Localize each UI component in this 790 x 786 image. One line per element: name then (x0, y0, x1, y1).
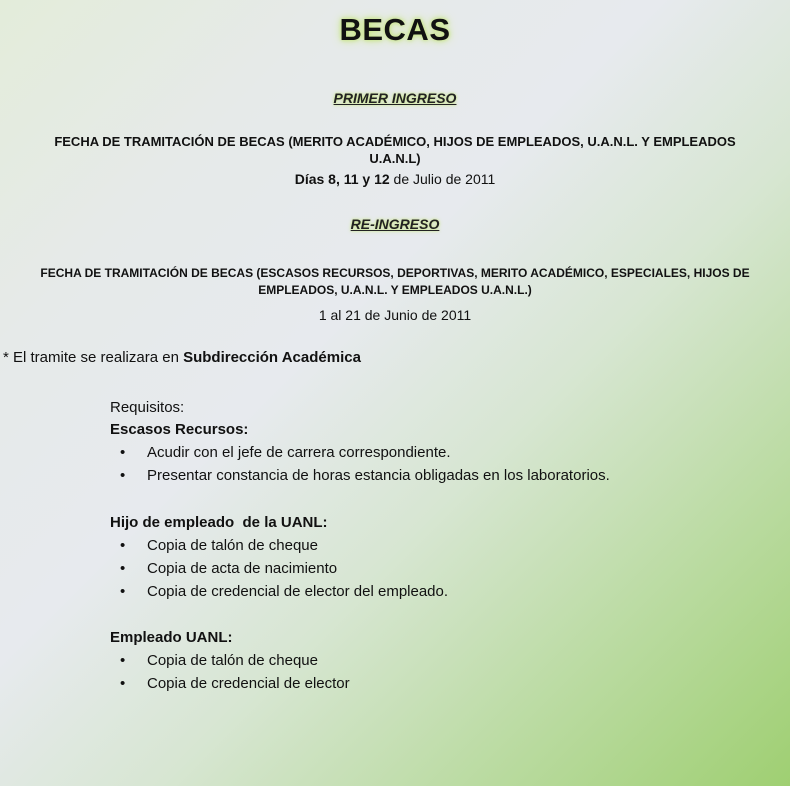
primer-ingreso-description (20, 133, 770, 167)
bullet-icon: • (120, 537, 126, 554)
section-heading: Hijo de empleado de la UANL: (110, 514, 328, 531)
requisitos-section-escasos-recursos (110, 418, 610, 487)
bullet-icon: • (120, 675, 126, 692)
requisitos-section-hijo-de-empleado (110, 511, 448, 603)
bullet-icon: • (120, 652, 126, 669)
list-item: • Presentar constancia de horas estancia obligadas en los laboratorios. (110, 464, 610, 487)
bullet-icon: • (120, 467, 126, 484)
location-note-place: Subdirección Académica (183, 349, 361, 366)
list-item: • Copia de talón de cheque (110, 649, 350, 672)
bullet-list (110, 441, 610, 487)
bullet-icon: • (120, 560, 126, 577)
bullet-list (110, 534, 448, 603)
location-note (3, 349, 361, 366)
list-item: • Copia de talón de cheque (110, 534, 448, 557)
reingreso-description (20, 265, 770, 299)
list-item: • Copia de acta de nacimiento (110, 557, 448, 580)
bullet-icon: • (120, 444, 126, 461)
requisitos-label: Requisitos: (110, 399, 185, 416)
primer-ingreso-dates-bold: Días 8, 11 y 12 (294, 171, 390, 187)
page-title: BECAS (339, 12, 451, 47)
primer-ingreso-line-1: FECHA DE TRAMITACIÓN DE BECAS (MERITO ACADÉMICO, HIJOS DE EMPLEADOS, U.A.N.L. Y EMPLEADOS (54, 134, 736, 149)
reingreso-line-1: FECHA DE TRAMITACIÓN DE BECAS (ESCASOS RECURSOS, DEPORTIVAS, MERITO ACADÉMICO, ESPECIALES, HIJOS DE (40, 266, 750, 280)
requisitos-section-empleado-uanl (110, 626, 350, 695)
primer-ingreso-dates (20, 171, 770, 188)
reingreso-line-2: EMPLEADOS, U.A.N.L. Y EMPLEADOS U.A.N.L.) (258, 283, 532, 297)
reingreso-dates: 1 al 21 de Junio de 2011 (318, 307, 472, 323)
primer-ingreso-dates-rest: de Julio de 2011 (389, 171, 496, 187)
primer-ingreso-heading: PRIMER INGRESO (333, 90, 457, 106)
bullet-list (110, 649, 350, 695)
section-heading: Escasos Recursos: (110, 421, 249, 438)
reingreso-heading: RE-INGRESO (350, 216, 440, 232)
list-item: • Copia de credencial de elector (110, 672, 350, 695)
list-item: • Copia de credencial de elector del empleado. (110, 580, 448, 603)
bullet-icon: • (120, 583, 126, 600)
location-note-prefix: * El tramite se realizara en (3, 349, 184, 366)
section-heading: Empleado UANL: (110, 629, 233, 646)
primer-ingreso-line-2: U.A.N.L) (369, 151, 421, 166)
list-item: • Acudir con el jefe de carrera correspondiente. (110, 441, 610, 464)
